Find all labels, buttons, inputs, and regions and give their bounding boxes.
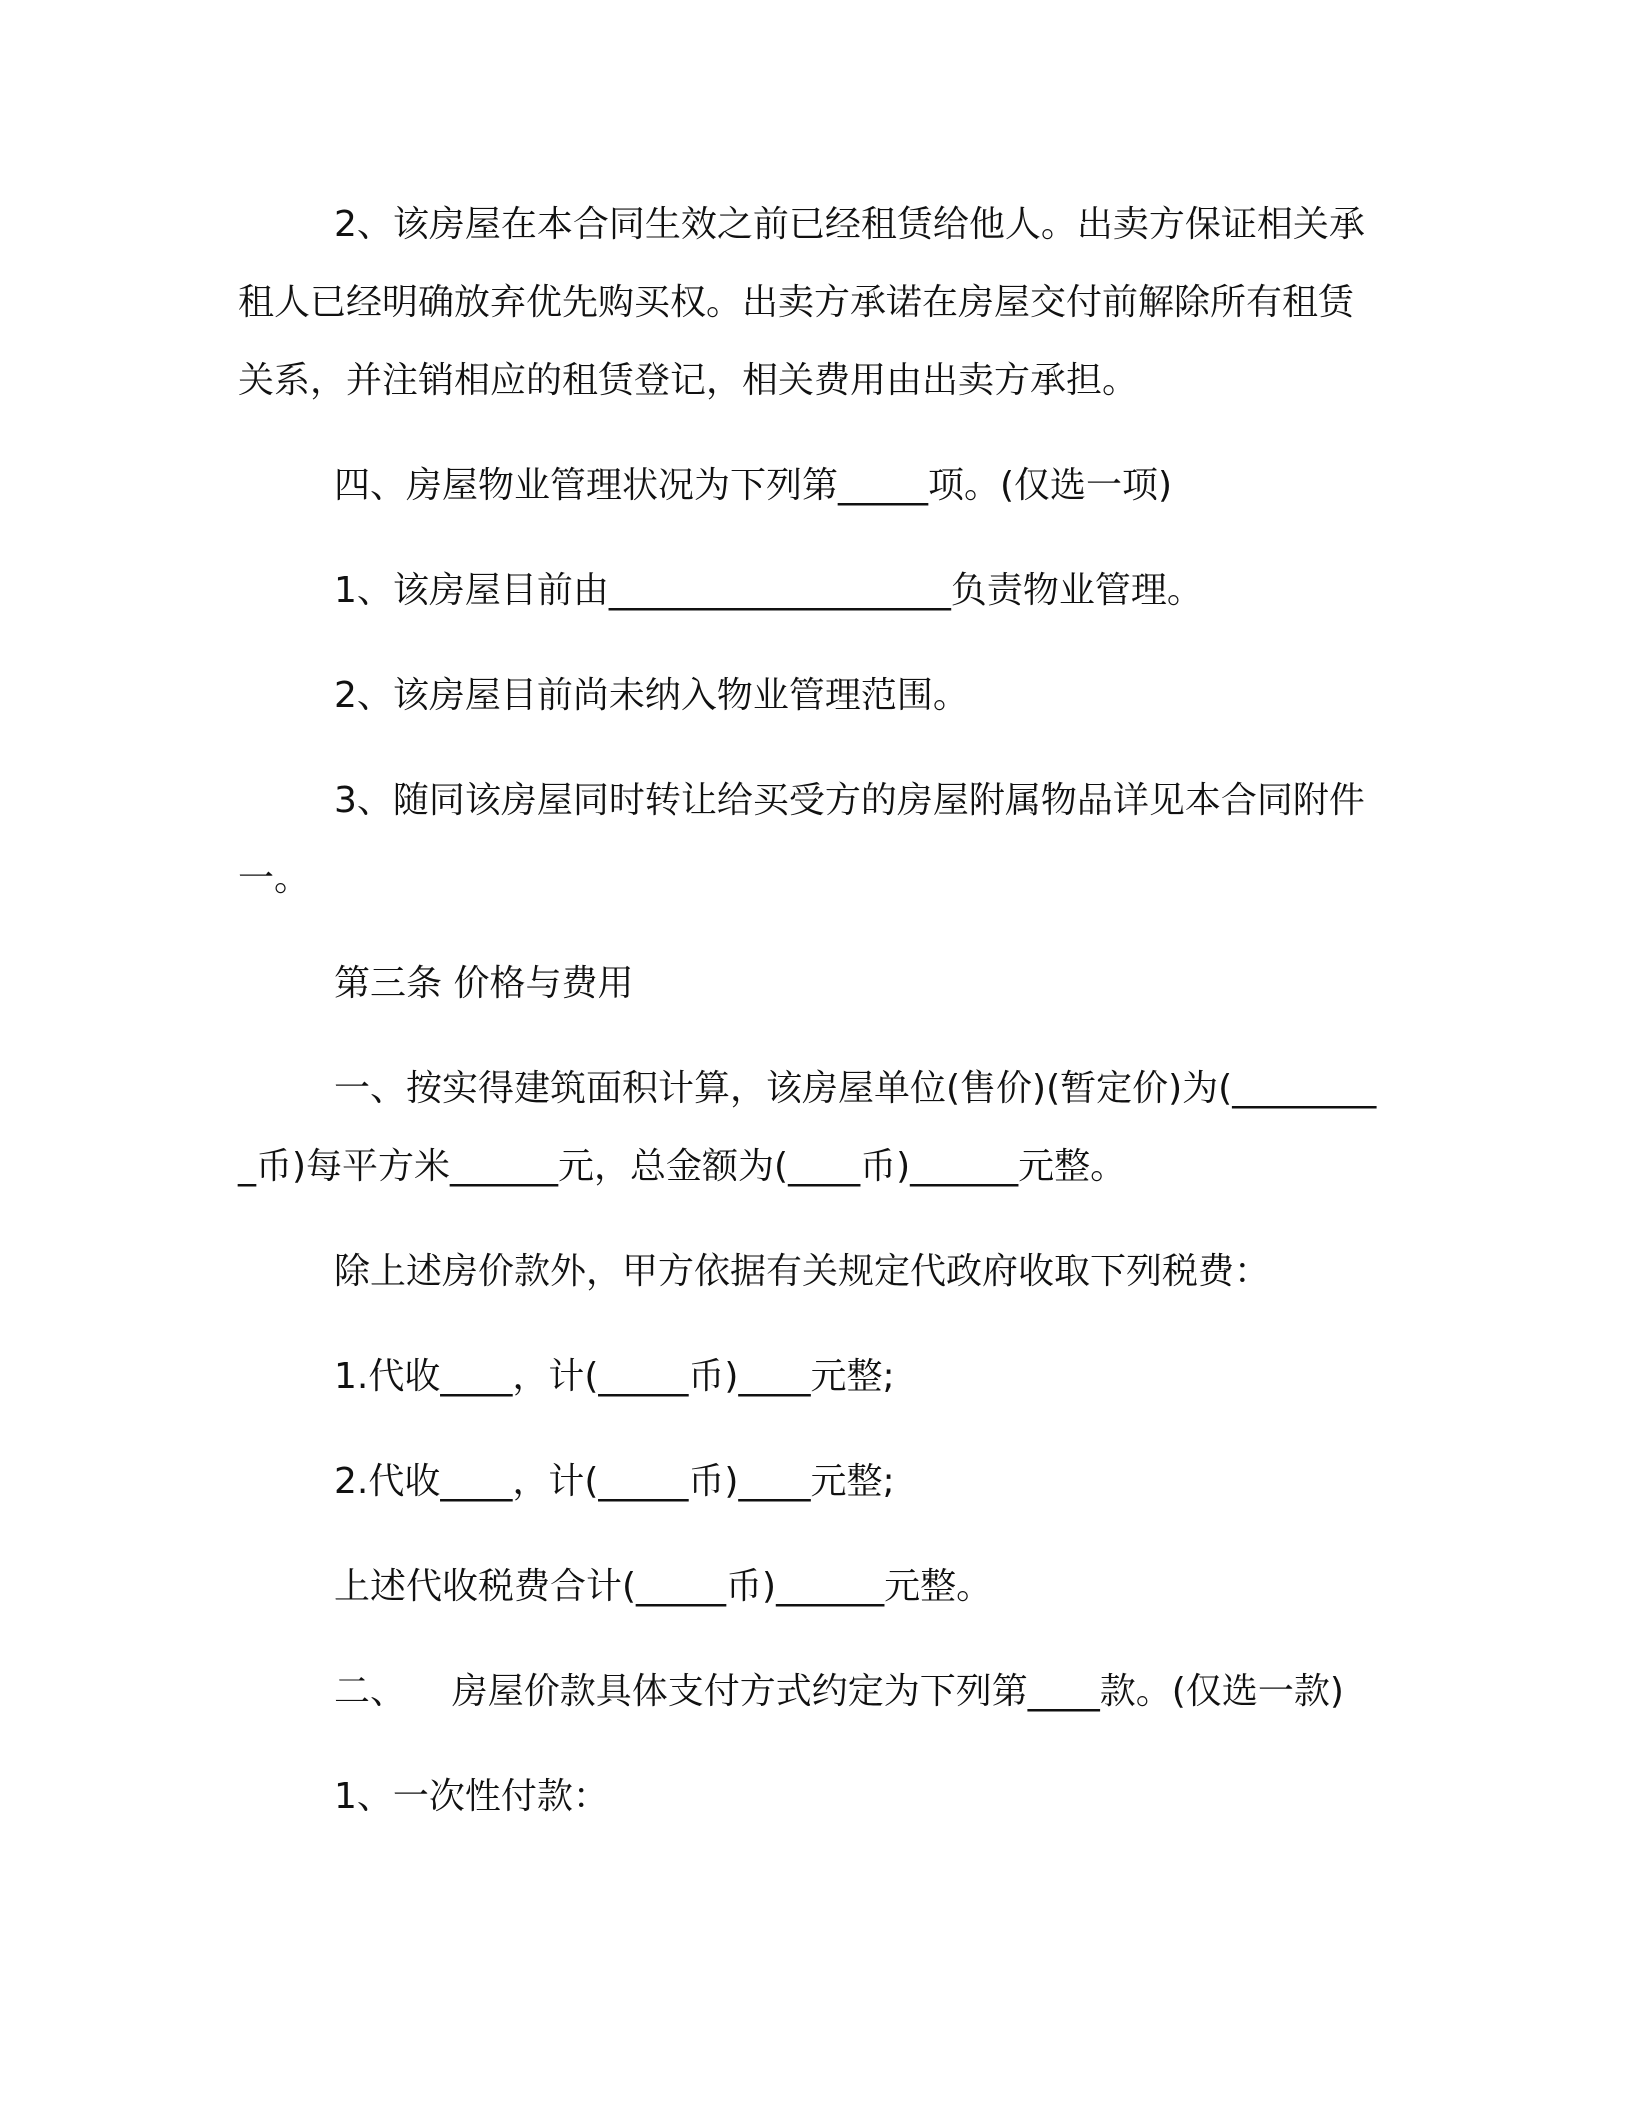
paragraph-unit-price: 一、按实得建筑面积计算，该房屋单位(售价)(暂定价)为(_________币)每平方米______元，总金额为(____币)______元整。 [238, 1068, 1377, 1187]
paragraph-tax-total: 上述代收税费合计(_____币)______元整。 [334, 1566, 993, 1607]
paragraph-tax-item-1: 1.代收____，计(_____币)____元整; [334, 1356, 895, 1397]
paragraph-tax-item-2: 2.代收____，计(_____币)____元整; [334, 1461, 895, 1502]
paragraph-management-option-1: 1、该房屋目前由___________________负责物业管理。 [334, 570, 1203, 611]
section-heading-price: 第三条 价格与费用 [334, 963, 634, 1004]
document-body [238, 186, 1378, 1836]
paragraph-attachments: 3、随同该房屋同时转让给买受方的房屋附属物品详见本合同附件一。 [238, 780, 1365, 899]
paragraph-lease-clause: 2、该房屋在本合同生效之前已经租赁给他人。出卖方保证相关承租人已经明确放弃优先购买权。出卖方承诺在房屋交付前解除所有租赁关系，并注销相应的租赁登记，相关费用由出卖方承担。 [238, 204, 1365, 401]
paragraph-payment-method: 二、 房屋价款具体支付方式约定为下列第____款。(仅选一款) [334, 1671, 1344, 1712]
paragraph-property-management: 四、房屋物业管理状况为下列第_____项。(仅选一项) [334, 465, 1173, 506]
paragraph-lump-sum: 1、一次性付款： [334, 1776, 609, 1817]
paragraph-taxes-intro: 除上述房价款外，甲方依据有关规定代政府收取下列税费： [334, 1251, 1271, 1292]
paragraph-management-option-2: 2、该房屋目前尚未纳入物业管理范围。 [334, 675, 969, 716]
